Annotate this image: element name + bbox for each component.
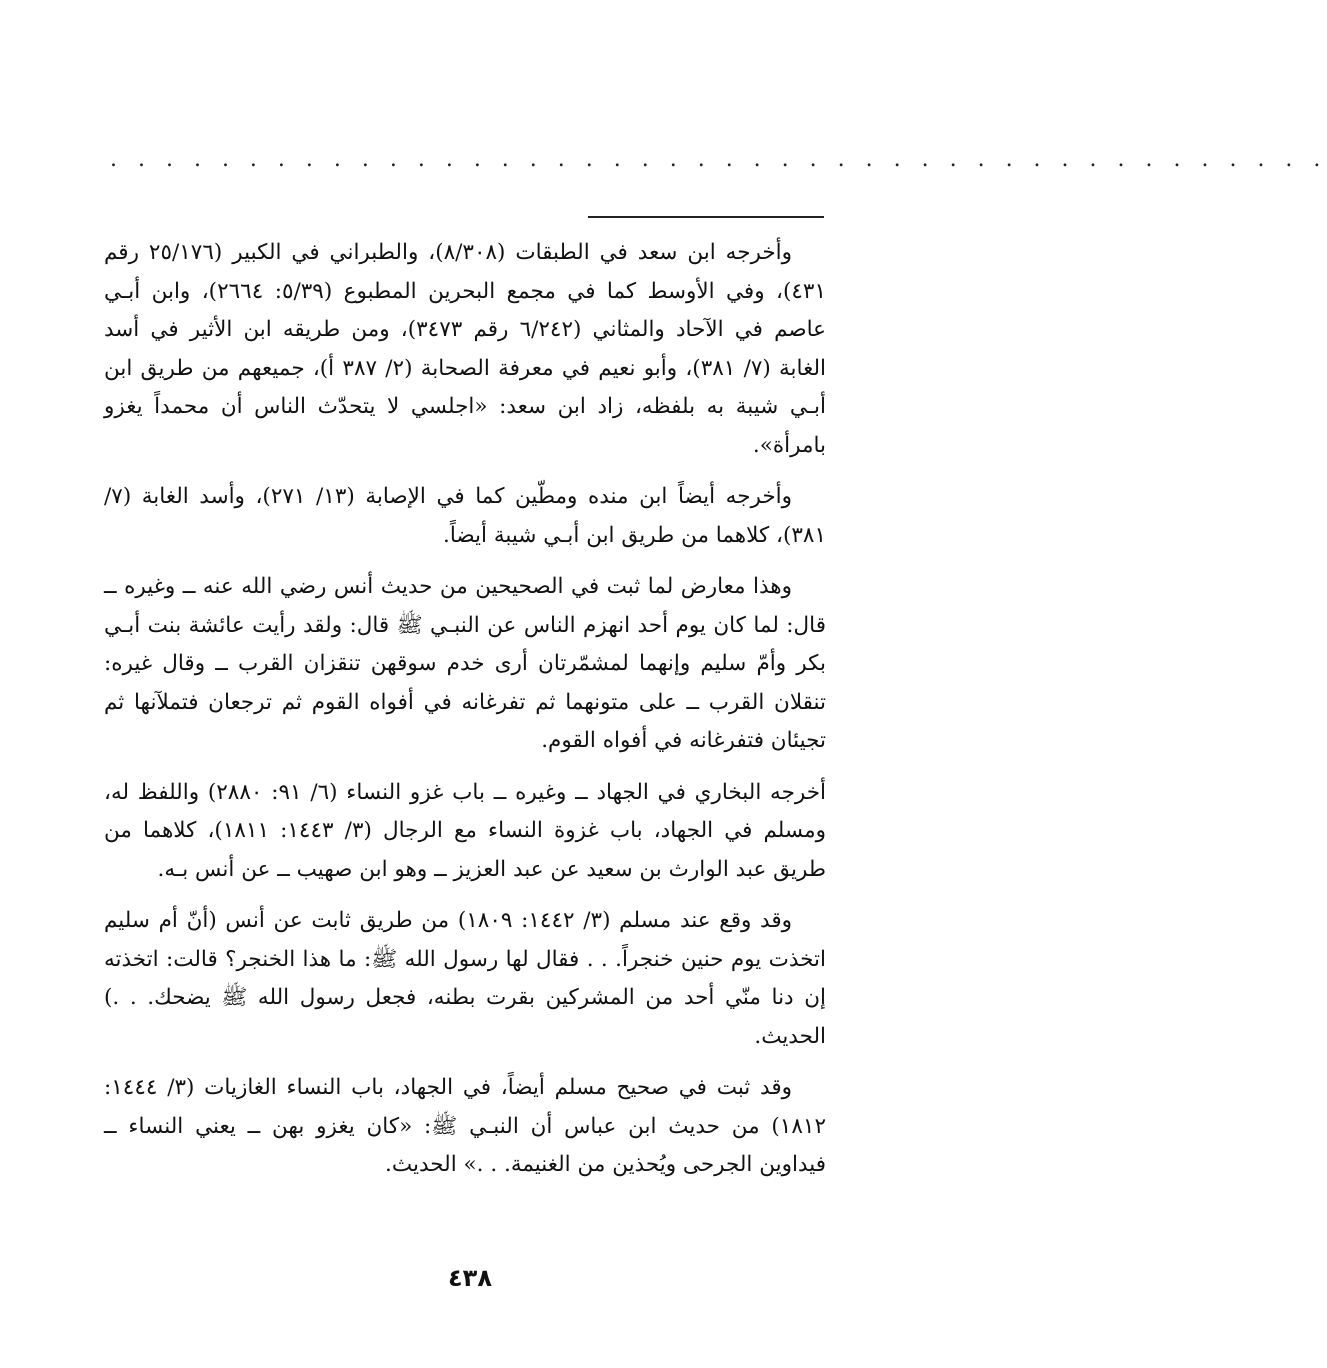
page-number: ٤٣٨ [448, 1264, 492, 1292]
paragraph-6: وقد ثبت في صحيح مسلم أيضاً، في الجهاد، باب النساء الغازيات (٣/ ١٤٤٤: ١٨١٢) من حديث ابن عباس أن النبـي ﷺ: «كان يغزو بهن ــ يعني النساء ــ فيداوين الجرحى ويُحذين من الغنيمة. . .» الحديث. [104, 1075, 826, 1177]
separator-dots: . . . . . . . . . . . . . . . . . . . . . . . . . . . . . . . . . . . . . . . . . . . . [110, 147, 1327, 172]
paragraph-5: وقد وقع عند مسلم (٣/ ١٤٤٢: ١٨٠٩) من طريق ثابت عن أنس (أنّ أم سليم اتخذت يوم حنين خنجراً. . . فقال لها رسول الله ﷺ: ما هذا الخنجر؟ قالت: اتخذته إن دنا منّي أحد من المشركين بقرت بطنه، فجعل رسول الله ﷺ يضحك. . .) الحديث. [104, 908, 826, 1049]
footnote-rule [588, 216, 824, 218]
paragraph-4: أخرجه البخاري في الجهاد ــ وغيره ــ باب غزو النساء (٦/ ٩١: ٢٨٨٠) واللفظ له، ومسلم في الجهاد، باب غزوة النساء مع الرجال (٣/ ١٤٤٣: ١٨١١)، كلاهما من طريق عبد الوارث بن سعيد عن عبد العزيز ــ وهو ابن صهيب ــ عن أنس بـه. [104, 779, 827, 882]
paragraph-1: وأخرجه ابن سعد في الطبقات (٨/٣٠٨)، والطبراني في الكبير (٢٥/١٧٦ رقم ٤٣١)، وفي الأوسط كما في مجمع البحرين المطبوع (٥/٣٩: ٢٦٦٤)، وابن أبـي عاصم في الآحاد والمثاني (٦/٢٤٢ رقم ٣٤٧٣)، ومن طريقه ابن الأثير في أسد الغابة (٧/ ٣٨١)، وأبو نعيم في معرفة الصحابة (٢/ ٣٨٧ أ)، جميعهم من طريق ابن أبـي شيبة به بلفظه، زاد ابن سعد: «اجلسي لا يتحدّث الناس أن محمداً يغزو بامرأة». [104, 240, 827, 458]
paragraph-2: وأخرجه أيضاً ابن منده ومطّين كما في الإصابة (١٣/ ٢٧١)، وأسد الغابة (٧/ ٣٨١)، كلاهما من طريق ابن أبـي شيبة أيضاً. [104, 484, 826, 548]
footnote-text [104, 234, 826, 1198]
paragraph-3: وهذا معارض لما ثبت في الصحيحين من حديث أنس رضي الله عنه ــ وغيره ــ قال: لما كان يوم أحد انهزم الناس عن النبـي ﷺ قال: ولقد رأيت عائشة بنت أبـي بكر وأمّ سليم وإنهما لمشمّرتان أرى خدم سوقهن تنقزان القرب ــ وقال غيره: تنقلان القرب ــ على متونهما ثم تفرغانه في أفواه القوم ثم ترجعان فتملآنها ثم تجيئان فتفرغانه في أفواه القوم. [104, 574, 826, 753]
